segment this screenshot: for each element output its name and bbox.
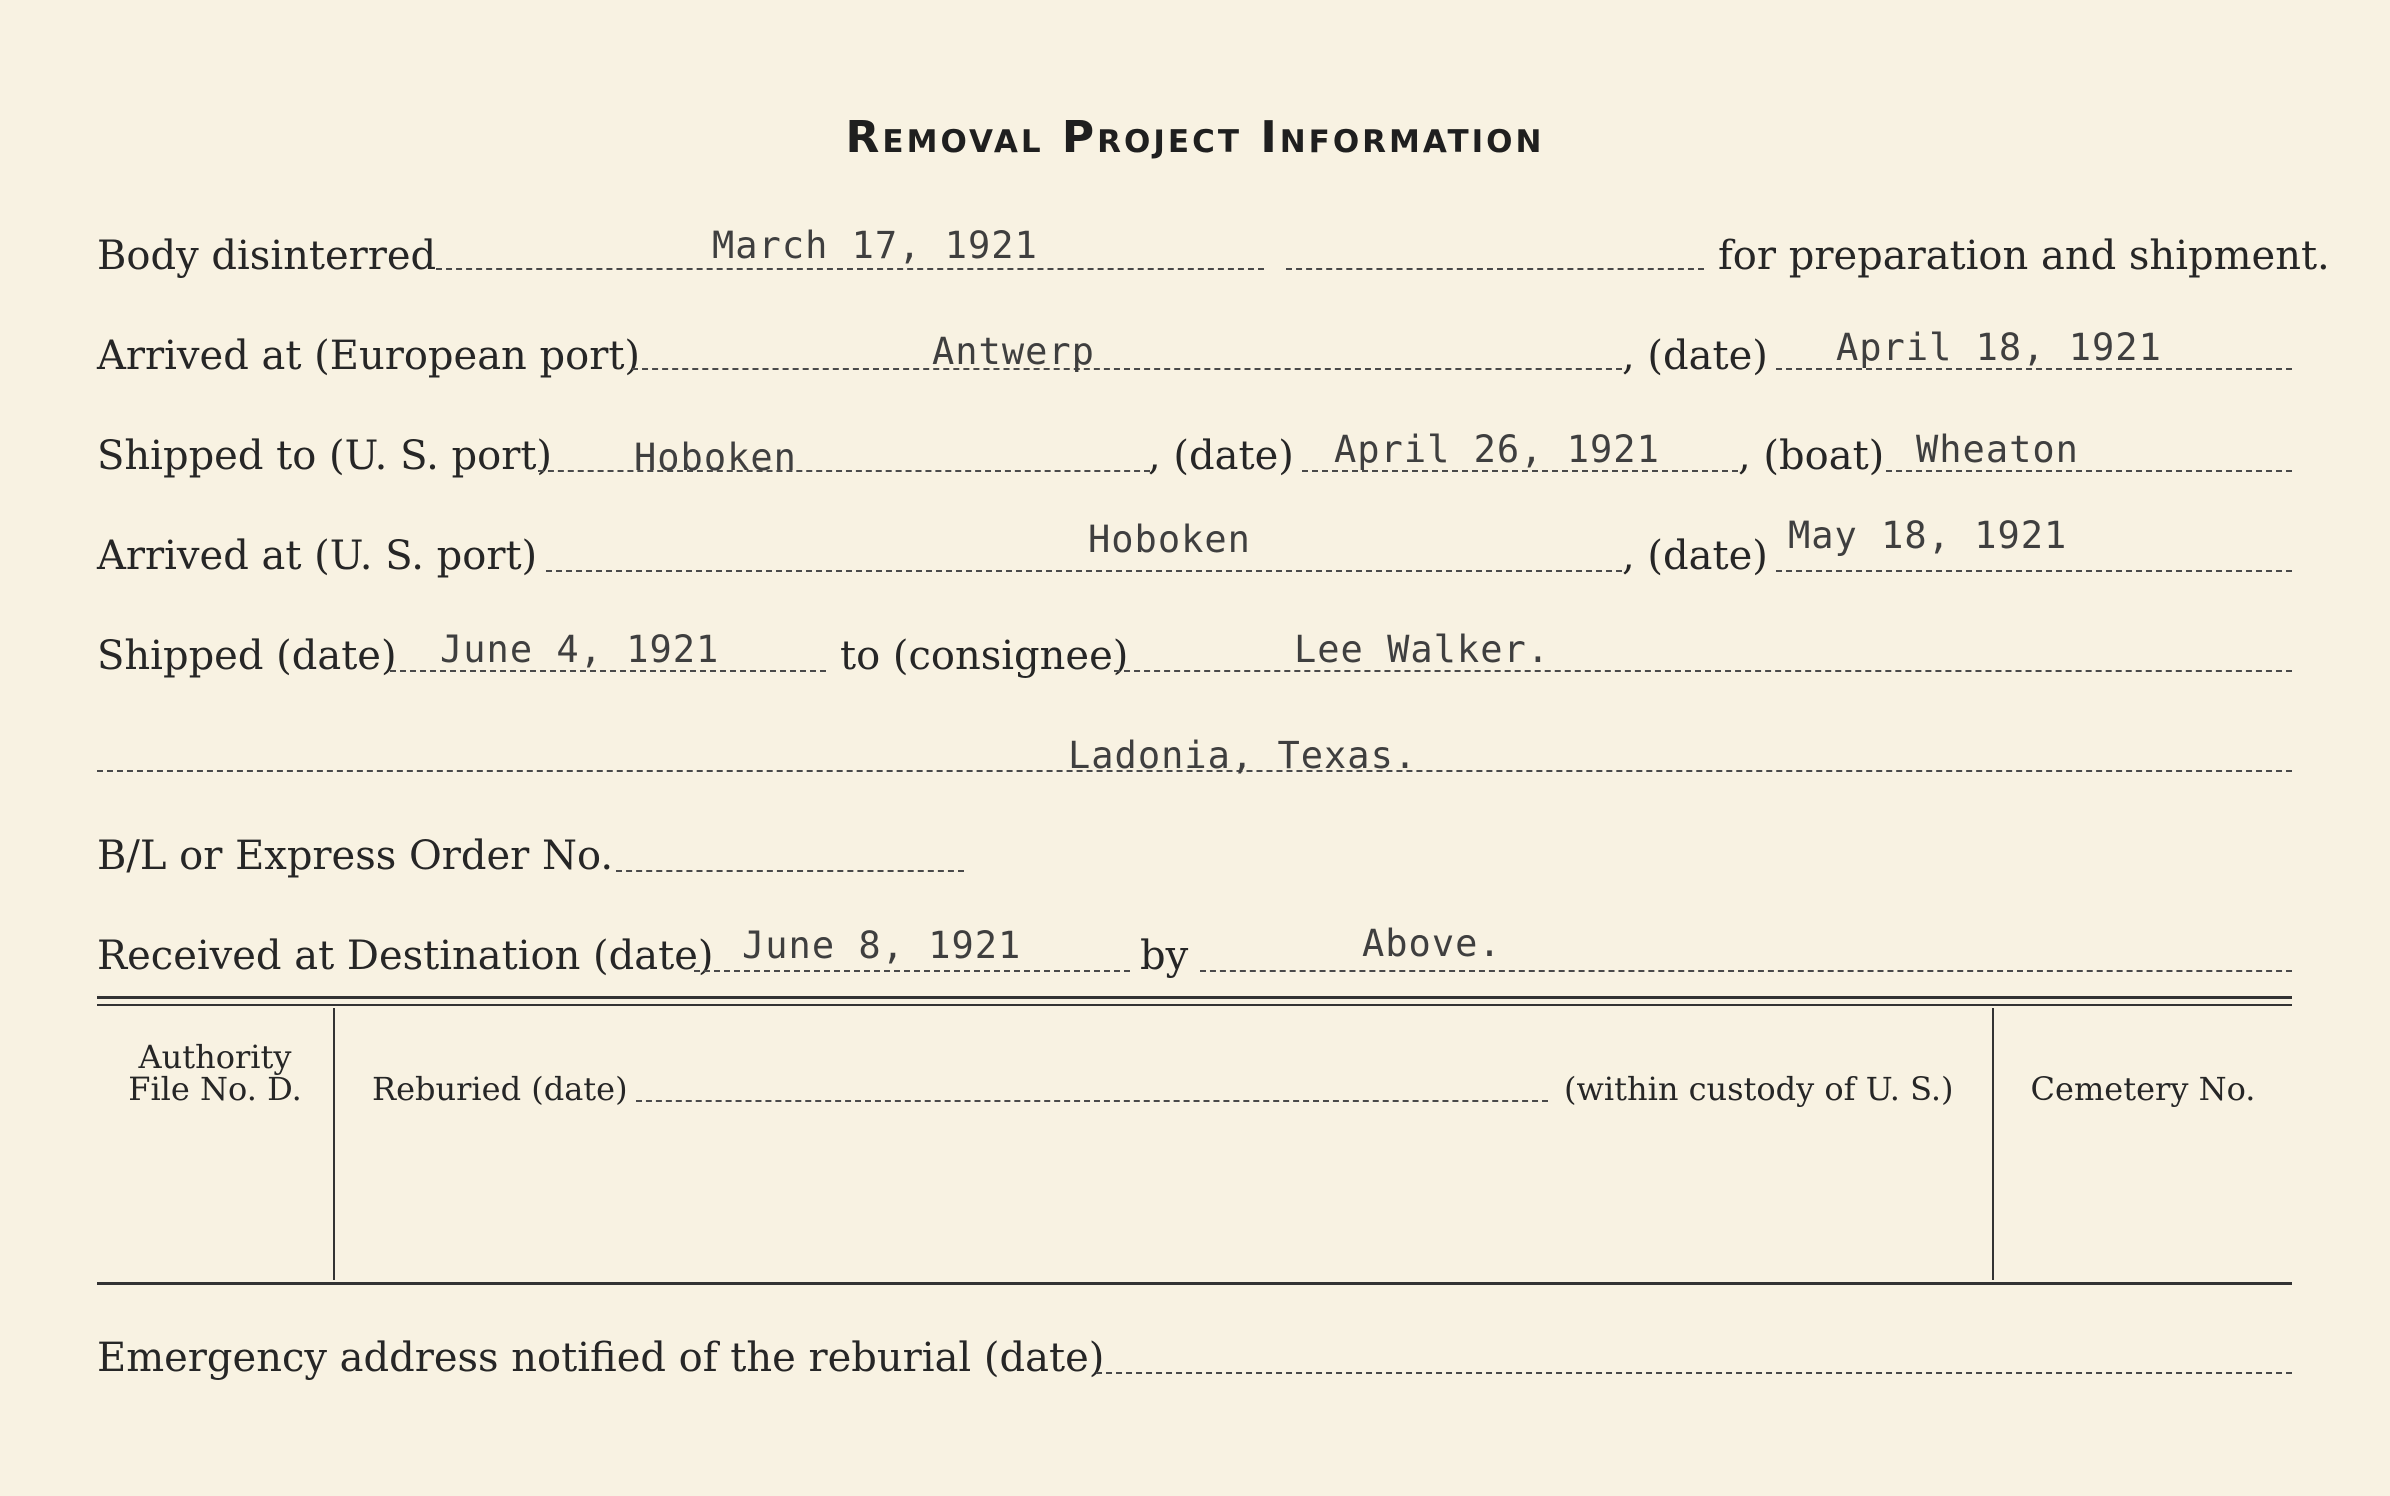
shipped-us-date[interactable]: April 26, 1921 xyxy=(1334,428,1660,471)
arrived-us-port[interactable]: Hoboken xyxy=(1088,518,1251,561)
reburied-label: Reburied (date) xyxy=(372,1070,628,1108)
european-date-label: , (date) xyxy=(1622,333,1768,379)
card-title: Removal Project Information xyxy=(845,112,1545,163)
received-date-line xyxy=(694,970,1130,972)
bl-label: B/L or Express Order No. xyxy=(97,833,614,879)
received-by-value[interactable]: Above. xyxy=(1362,922,1502,965)
disinterred-label: Body disinterred xyxy=(97,233,437,279)
arrived-us-date-line xyxy=(1776,570,2292,572)
cemetery-column-divider xyxy=(1992,1008,1994,1280)
reburied-line xyxy=(636,1100,1548,1102)
shipped-date-label: Shipped (date) xyxy=(97,633,397,679)
consignee-address[interactable]: Ladonia, Texas. xyxy=(1068,734,1418,777)
custody-label: (within custody of U. S.) xyxy=(1564,1070,1954,1108)
shipped-us-boat-label: , (boat) xyxy=(1738,433,1885,479)
european-port-line xyxy=(632,368,1622,370)
authority-label: Authority xyxy=(138,1038,292,1076)
european-port-label: Arrived at (European port) xyxy=(97,333,641,379)
shipped-us-port[interactable]: Hoboken xyxy=(634,436,797,479)
shipped-us-boat[interactable]: Wheaton xyxy=(1916,428,2079,471)
emergency-label: Emergency address notified of the reburial (date) xyxy=(97,1335,1105,1381)
cemetery-label: Cemetery No. xyxy=(2030,1070,2256,1108)
table-bottom-rule xyxy=(97,1282,2292,1285)
arrived-us-label: Arrived at (U. S. port) xyxy=(97,533,538,579)
authority-file-label: File No. D. xyxy=(128,1070,302,1108)
european-port-value[interactable]: Antwerp xyxy=(932,330,1095,373)
disinterred-suffix: for preparation and shipment. xyxy=(1718,233,2330,279)
shipped-date-value[interactable]: June 4, 1921 xyxy=(440,628,720,671)
received-label: Received at Destination (date) xyxy=(97,933,714,979)
table-top-rule-2 xyxy=(97,1004,2292,1006)
received-date-value[interactable]: June 8, 1921 xyxy=(742,924,1022,967)
arrived-us-date[interactable]: May 18, 1921 xyxy=(1788,514,2068,557)
received-by-line xyxy=(1200,970,2292,972)
disinterred-line-2 xyxy=(1286,268,1704,270)
consignee-line xyxy=(1114,670,2292,672)
emergency-line xyxy=(1096,1372,2292,1374)
received-by-label: by xyxy=(1140,933,1189,979)
consignee-value[interactable]: Lee Walker. xyxy=(1294,628,1551,671)
arrived-us-date-label: , (date) xyxy=(1622,533,1768,579)
disinterred-date[interactable]: March 17, 1921 xyxy=(712,224,1038,267)
shipped-us-label: Shipped to (U. S. port) xyxy=(97,433,552,479)
arrived-us-line xyxy=(546,570,1622,572)
shipped-us-date-label: , (date) xyxy=(1148,433,1294,479)
consignee-label: to (consignee) xyxy=(840,633,1129,679)
shipped-us-line xyxy=(538,470,1150,472)
authority-column-divider xyxy=(333,1008,335,1280)
disinterred-line xyxy=(436,268,1264,270)
bl-line xyxy=(616,870,964,872)
table-top-rule xyxy=(97,996,2292,999)
european-date-value[interactable]: April 18, 1921 xyxy=(1836,326,2162,369)
